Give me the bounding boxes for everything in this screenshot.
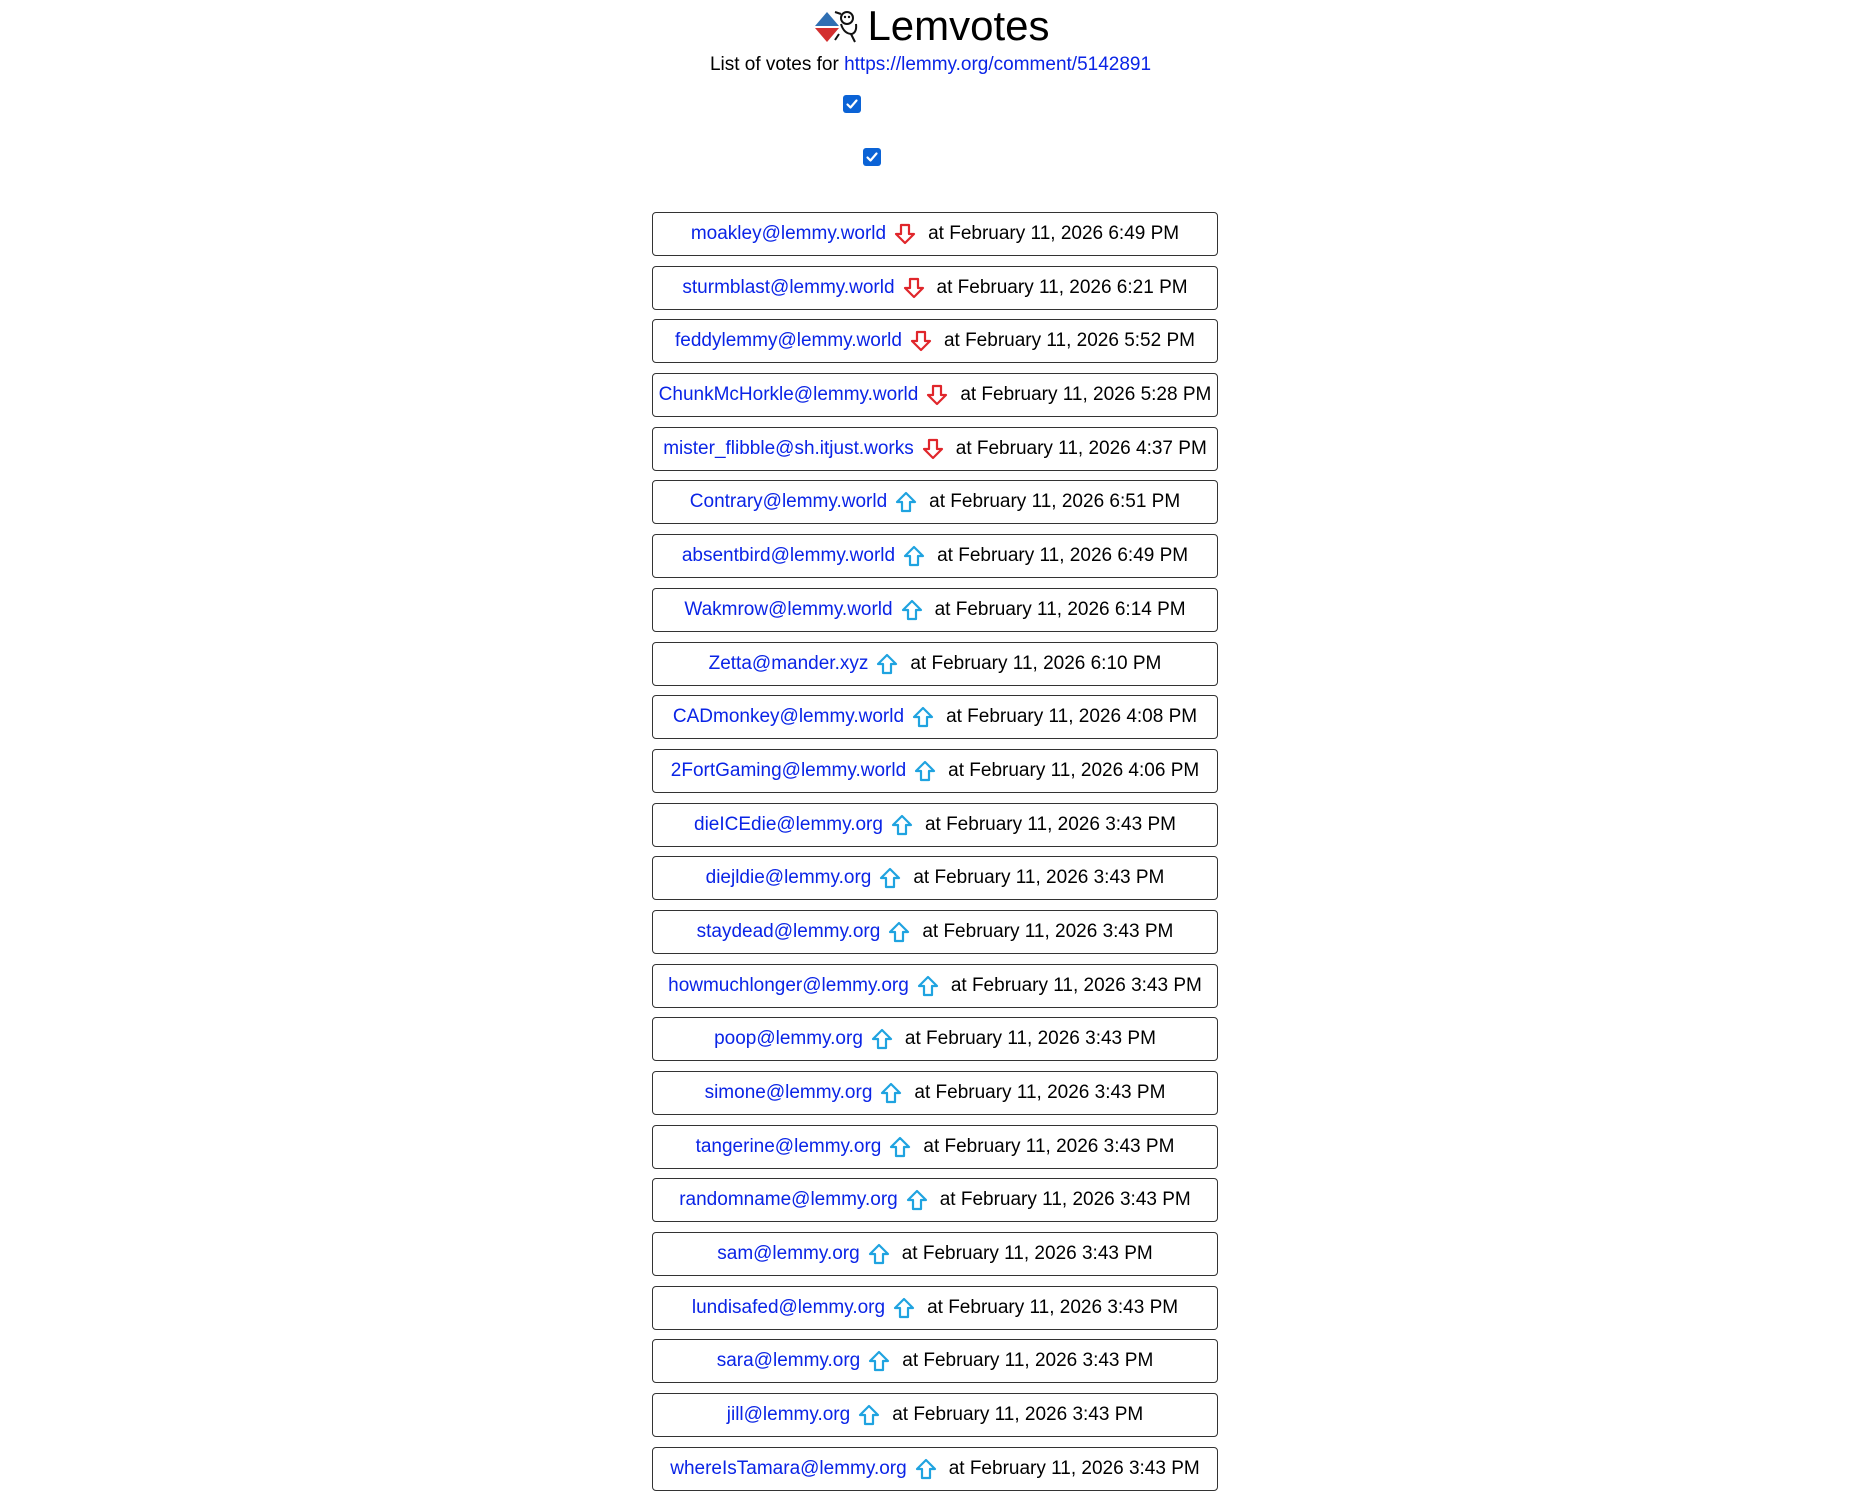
page-title: Lemvotes — [867, 2, 1050, 49]
vote-time: at February 11, 2026 3:43 PM — [892, 1404, 1144, 1426]
option-checkbox-2[interactable] — [863, 148, 881, 166]
upvote-arrow-icon — [895, 491, 917, 513]
upvote-arrow-icon — [903, 545, 925, 567]
title-row — [0, 2, 1861, 50]
vote-time: at February 11, 2026 6:51 PM — [929, 491, 1181, 513]
vote-item — [652, 588, 1218, 632]
vote-item — [652, 749, 1218, 793]
vote-item — [652, 534, 1218, 578]
vote-time: at February 11, 2026 6:21 PM — [936, 276, 1188, 298]
upvote-arrow-icon — [891, 814, 913, 836]
upvote-arrow-icon — [917, 975, 939, 997]
upvote-arrow-icon — [876, 653, 898, 675]
vote-time: at February 11, 2026 3:43 PM — [927, 1296, 1179, 1318]
voter-link[interactable]: absentbird@lemmy.world — [681, 545, 896, 567]
vote-item — [652, 427, 1218, 471]
vote-item — [652, 1447, 1218, 1491]
upvote-arrow-icon — [915, 1458, 937, 1480]
vote-item — [652, 803, 1218, 847]
vote-item — [652, 964, 1218, 1008]
vote-item — [652, 1393, 1218, 1437]
vote-item — [652, 1178, 1218, 1222]
lemvotes-logo-icon — [811, 4, 861, 48]
vote-time: at February 11, 2026 3:43 PM — [950, 974, 1202, 996]
voter-link[interactable]: lundisafed@lemmy.org — [691, 1296, 886, 1318]
voter-link[interactable]: feddylemmy@lemmy.world — [675, 330, 902, 352]
voter-link[interactable]: howmuchlonger@lemmy.org — [668, 974, 909, 996]
voter-link[interactable]: Zetta@mander.xyz — [708, 652, 869, 674]
upvote-arrow-icon — [868, 1350, 890, 1372]
vote-time: at February 11, 2026 3:43 PM — [901, 1243, 1153, 1265]
vote-time: at February 11, 2026 6:10 PM — [910, 652, 1162, 674]
vote-time: at February 11, 2026 6:49 PM — [937, 545, 1189, 567]
comment-link[interactable]: https://lemmy.org/comment/5142891 — [844, 54, 1152, 75]
page-subtitle — [0, 52, 1861, 78]
upvote-arrow-icon — [893, 1297, 915, 1319]
voter-link[interactable]: poop@lemmy.org — [714, 1028, 863, 1050]
vote-list — [652, 212, 1218, 1501]
voter-link[interactable]: randomname@lemmy.org — [679, 1189, 898, 1211]
vote-time: at February 11, 2026 4:37 PM — [955, 437, 1207, 459]
upvote-arrow-icon — [906, 1189, 928, 1211]
voter-link[interactable]: diejldie@lemmy.org — [705, 867, 872, 889]
vote-item — [652, 910, 1218, 954]
upvote-arrow-icon — [901, 599, 923, 621]
upvote-arrow-icon — [858, 1404, 880, 1426]
voter-link[interactable]: mister_flibble@sh.itjust.works — [663, 437, 914, 459]
vote-item — [652, 319, 1218, 363]
vote-item — [652, 1232, 1218, 1276]
vote-time: at February 11, 2026 3:43 PM — [913, 867, 1165, 889]
vote-time: at February 11, 2026 3:43 PM — [924, 813, 1176, 835]
vote-item — [652, 1071, 1218, 1115]
voter-link[interactable]: jill@lemmy.org — [726, 1404, 851, 1426]
downvote-arrow-icon — [894, 223, 916, 245]
voter-link[interactable]: staydead@lemmy.org — [696, 920, 881, 942]
vote-time: at February 11, 2026 6:14 PM — [934, 598, 1186, 620]
voter-link[interactable]: sturmblast@lemmy.world — [682, 276, 895, 298]
vote-item — [652, 1125, 1218, 1169]
downvote-arrow-icon — [903, 277, 925, 299]
checkmark-icon — [865, 150, 879, 164]
vote-item — [652, 266, 1218, 310]
vote-time: at February 11, 2026 3:43 PM — [922, 920, 1174, 942]
upvote-arrow-icon — [880, 1082, 902, 1104]
checkmark-icon — [845, 97, 859, 111]
subtitle-prefix: List of votes for — [709, 54, 845, 75]
voter-link[interactable]: CADmonkey@lemmy.world — [672, 706, 905, 728]
voter-link[interactable]: whereIsTamara@lemmy.org — [670, 1457, 907, 1479]
vote-time: at February 11, 2026 3:43 PM — [914, 1082, 1166, 1103]
voter-link[interactable]: 2FortGaming@lemmy.world — [670, 759, 907, 781]
voter-link[interactable]: sara@lemmy.org — [716, 1350, 861, 1372]
downvote-arrow-icon — [910, 330, 932, 352]
voter-link[interactable]: simone@lemmy.org — [704, 1082, 873, 1103]
vote-time: at February 11, 2026 6:49 PM — [928, 223, 1180, 244]
vote-time: at February 11, 2026 4:06 PM — [948, 759, 1200, 781]
upvote-arrow-icon — [889, 1136, 911, 1158]
vote-time: at February 11, 2026 3:43 PM — [948, 1457, 1200, 1479]
voter-link[interactable]: Wakmrow@lemmy.world — [684, 598, 893, 620]
vote-item — [652, 1286, 1218, 1330]
voter-link[interactable]: sam@lemmy.org — [717, 1243, 860, 1265]
vote-time: at February 11, 2026 5:52 PM — [943, 330, 1195, 352]
vote-time: at February 11, 2026 4:08 PM — [946, 706, 1198, 728]
vote-item — [652, 480, 1218, 524]
vote-item — [652, 1017, 1218, 1061]
vote-time: at February 11, 2026 3:43 PM — [939, 1189, 1191, 1211]
voter-link[interactable]: dieICEdie@lemmy.org — [694, 813, 883, 835]
vote-item — [652, 642, 1218, 686]
upvote-arrow-icon — [868, 1243, 890, 1265]
page-header — [0, 0, 1861, 78]
voter-link[interactable]: Contrary@lemmy.world — [689, 491, 888, 513]
upvote-arrow-icon — [914, 760, 936, 782]
voter-link[interactable]: ChunkMcHorkle@lemmy.world — [658, 384, 919, 406]
voter-link[interactable]: moakley@lemmy.world — [690, 223, 887, 244]
upvote-arrow-icon — [912, 706, 934, 728]
vote-item — [652, 695, 1218, 739]
downvote-arrow-icon — [922, 438, 944, 460]
upvote-arrow-icon — [888, 921, 910, 943]
upvote-arrow-icon — [871, 1028, 893, 1050]
vote-item — [652, 856, 1218, 900]
vote-time: at February 11, 2026 3:43 PM — [904, 1028, 1156, 1050]
vote-time: at February 11, 2026 5:28 PM — [960, 384, 1212, 406]
upvote-arrow-icon — [879, 867, 901, 889]
vote-time: at February 11, 2026 3:43 PM — [923, 1135, 1175, 1157]
option-checkbox-1[interactable] — [843, 95, 861, 113]
voter-link[interactable]: tangerine@lemmy.org — [695, 1135, 882, 1157]
vote-item — [652, 373, 1218, 417]
vote-item — [652, 212, 1218, 256]
vote-item — [652, 1339, 1218, 1383]
vote-time: at February 11, 2026 3:43 PM — [902, 1350, 1154, 1372]
downvote-arrow-icon — [926, 384, 948, 406]
